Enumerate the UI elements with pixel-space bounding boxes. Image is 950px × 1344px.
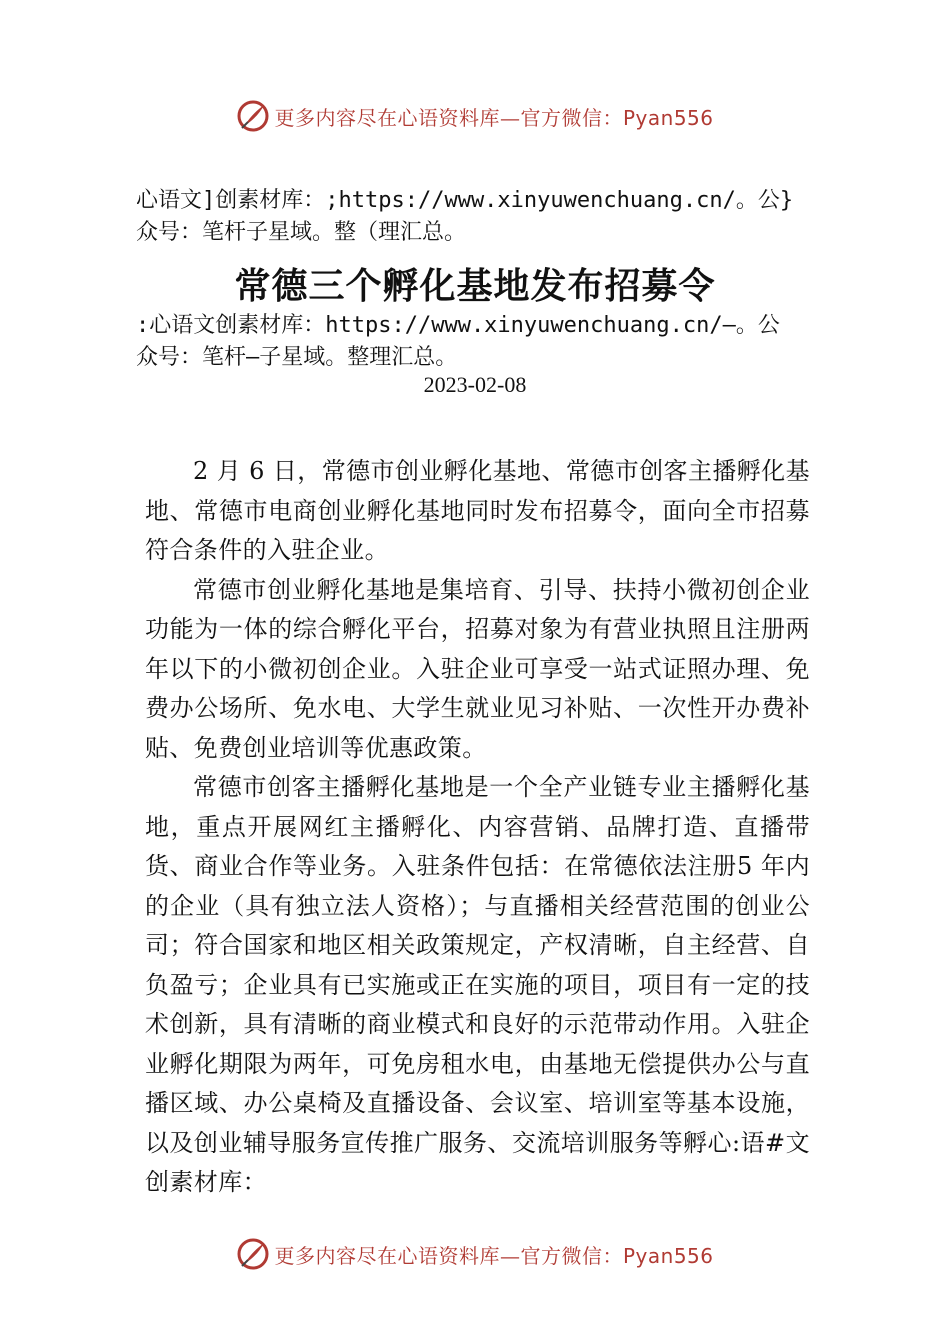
article-body bbox=[145, 452, 810, 1203]
header-banner bbox=[0, 96, 950, 136]
source-note-top: 心语文]创素材库：;https://www.xinyuwenchuang.cn/。公} 众号：笔杆子星域。整（理汇总。 bbox=[136, 188, 794, 245]
footer-banner bbox=[0, 1234, 950, 1274]
paragraph: 常德市创业孵化基地是集培育、引导、扶持小微初创企业功能为一体的综合孵化平台，招募对象为有营业执照且注册两年以下的小微初创企业。入驻企业可享受一站式证照办理、免费办公场所、免水电、大学生就业见习补贴、一次性开办费补贴、免费创业培训等优惠政策。 bbox=[145, 575, 810, 762]
source-note-mid: :心语文创素材库：https://www.xinyuwenchuang.cn/—。公 众号：笔杆—子星域。整理汇总。 bbox=[136, 313, 780, 370]
article-title: 常德三个孵化基地发布招募令 bbox=[234, 265, 716, 307]
wechat-id: Pyan556 bbox=[622, 1243, 714, 1268]
paragraph: 常德市创客主播孵化基地是一个全产业链专业主播孵化基地，重点开展网红主播孵化、内容营销、品牌打造、直播带货、商业合作等业务。入驻条件包括：在常德依法注册5 年内的企业（具有独立法人资格）；与直播相关经营范围的创业公司；符合国家和地区相关政策规定，产权清晰，自主经营、自负盈亏；企业具有已实施或正在实施的项目，项目有一定的技术创新，具有清晰的商业模式和良好的示范带动作用。入驻企业孵化期限为两年，可免房租水电，由基地无偿提供办公与直播区域、办公桌椅及直播设备、会议室、培训室等基本设施，以及创业辅导服务宣传推广服务、交流培训服务等孵心:语#文创素材库： bbox=[145, 773, 810, 1196]
banner-text: 更多内容尽在心语资料库—官方微信：Pyan556 bbox=[274, 1243, 714, 1268]
feather-pen-logo-icon bbox=[236, 99, 270, 133]
banner-text: 更多内容尽在心语资料库—官方微信：Pyan556 bbox=[274, 105, 714, 130]
paragraph: 2 月 6 日，常德市创业孵化基地、常德市创客主播孵化基地、常德市电商创业孵化基地同时发布招募令，面向全市招募符合条件的入驻企业。 bbox=[145, 457, 810, 564]
article-date: 2023-02-08 bbox=[423, 372, 527, 397]
wechat-id: Pyan556 bbox=[622, 105, 714, 130]
feather-pen-logo-icon bbox=[236, 1237, 270, 1271]
